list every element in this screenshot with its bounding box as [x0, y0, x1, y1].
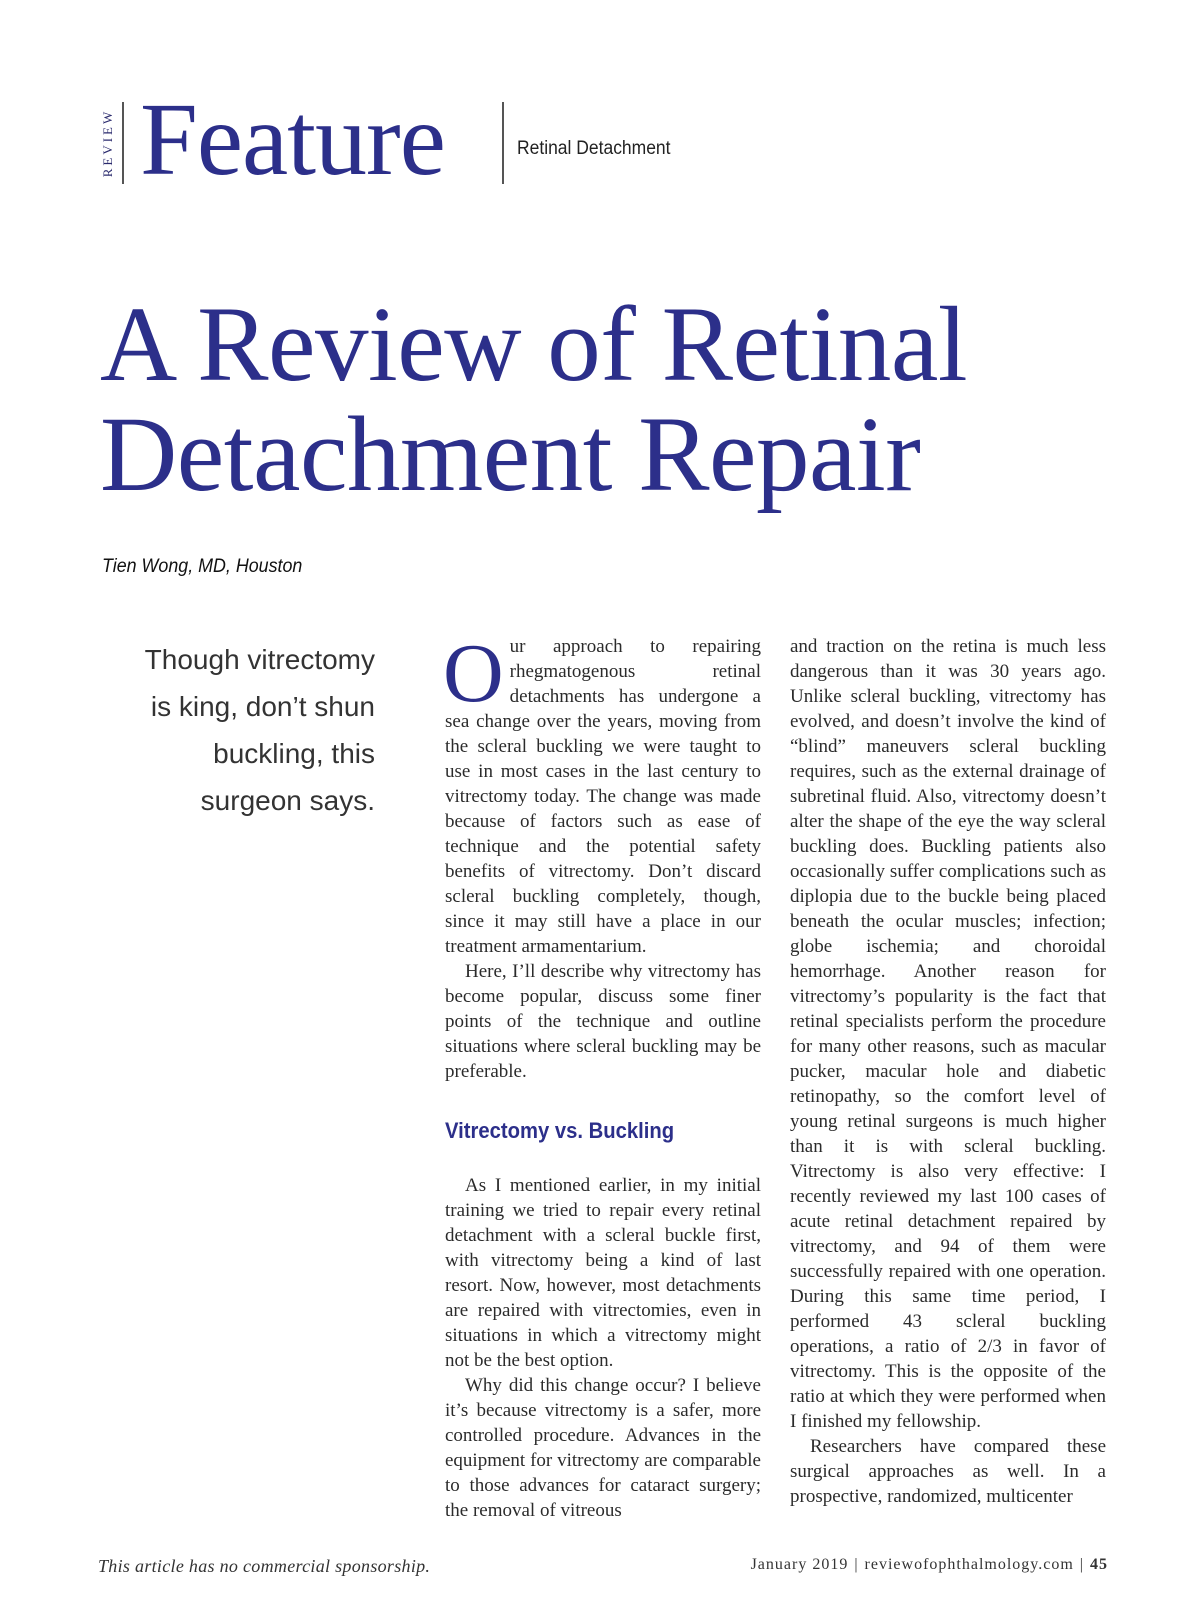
page-number: 45	[1090, 1556, 1108, 1573]
deck-pull-quote: Though vitrectomy is king, don’t shun buckling, this surgeon says.	[144, 644, 375, 816]
website: reviewofophthalmology.com	[864, 1556, 1074, 1573]
paragraph-4: Why did this change occur? I believe it’s because vitrectomy is a safer, more controlled procedure. Advances in the equipment for vitrectomy are comparable to those advances for cataract surgery; the removal of vitreous	[445, 1375, 761, 1521]
body-column-2	[790, 634, 1106, 1509]
header-divider-left	[122, 102, 124, 184]
header-divider-right	[502, 102, 504, 184]
page-footer: January 2019 | reviewofophthalmology.com | 45	[750, 1556, 1108, 1573]
subheading: Vitrectomy vs. Buckling	[445, 1118, 675, 1143]
issue-date: January 2019	[750, 1556, 849, 1573]
paragraph-3: As I mentioned earlier, in my initial training we tried to repair every retinal detachment with a scleral buckle first, with vitrectomy being a kind of last resort. Now, however, most detachments are repaired with vitrectomies, even in situations in which a vitrectomy might not be the best option.	[445, 1175, 761, 1371]
review-vertical-label: REVIEW	[100, 108, 115, 178]
feature-heading: Feature	[140, 82, 445, 197]
paragraph-6: Researchers have compared these surgical approaches as well. In a prospective, randomized, multicenter	[790, 1436, 1106, 1507]
section-label: Retinal Detachment	[517, 138, 671, 159]
drop-cap: O	[443, 627, 504, 720]
sponsorship-note: This article has no commercial sponsorship.	[98, 1556, 431, 1576]
paragraph-1: Our approach to repairing rhegmatogenous retinal detachments has undergone a sea change over the years, moving from the scleral buckling we were taught to use in most cases in the last century to vitrectomy today. The change was made because of factors such as ease of technique and the potential safety benefits of vitrectomy. Don’t discard scleral buckling completely, though, since it may still have a place in our treatment armamentarium.	[443, 627, 761, 957]
article-title: A Review of Retinal Detachment Repair	[100, 286, 968, 514]
byline: Tien Wong, MD, Houston	[102, 556, 303, 577]
paragraph-2: Here, I’ll describe why vitrectomy has become popular, discuss some finer points of the technique and outline situations where scleral buckling may be preferable.	[445, 961, 761, 1082]
paragraph-5: and traction on the retina is much less dangerous than it was 30 years ago. Unlike scleral buckling, vitrectomy has evolved, and doesn’t involve the kind of “blind” maneuvers scleral buckling requires, such as the external drainage of subretinal fluid. Also, vitrectomy doesn’t alter the shape of the eye the way scleral buckling does. Buckling patients also occasionally suffer complications such as diplopia due to the buckle being placed beneath the ocular muscles; infection; globe ischemia; and choroidal hemorrhage. Another reason for vitrectomy’s popularity is the fact that retinal specialists perform the procedure for many other reasons, such as macular pucker, macular hole and diabetic retinopathy, so the comfort level of young retinal surgeons is much higher than it is with scleral buckling. Vitrectomy is also very effective: I recently reviewed my last 100 cases of acute retinal detachment repaired by vitrectomy, and 94 of them were successfully repaired with one operation. During this same time period, I performed 43 scleral buckling operations, a ratio of 2/3 in favor of vitrectomy. This is the opposite of the ratio at which they were performed when I finished my fellowship.	[790, 636, 1106, 1432]
body-column-1	[443, 627, 761, 1523]
